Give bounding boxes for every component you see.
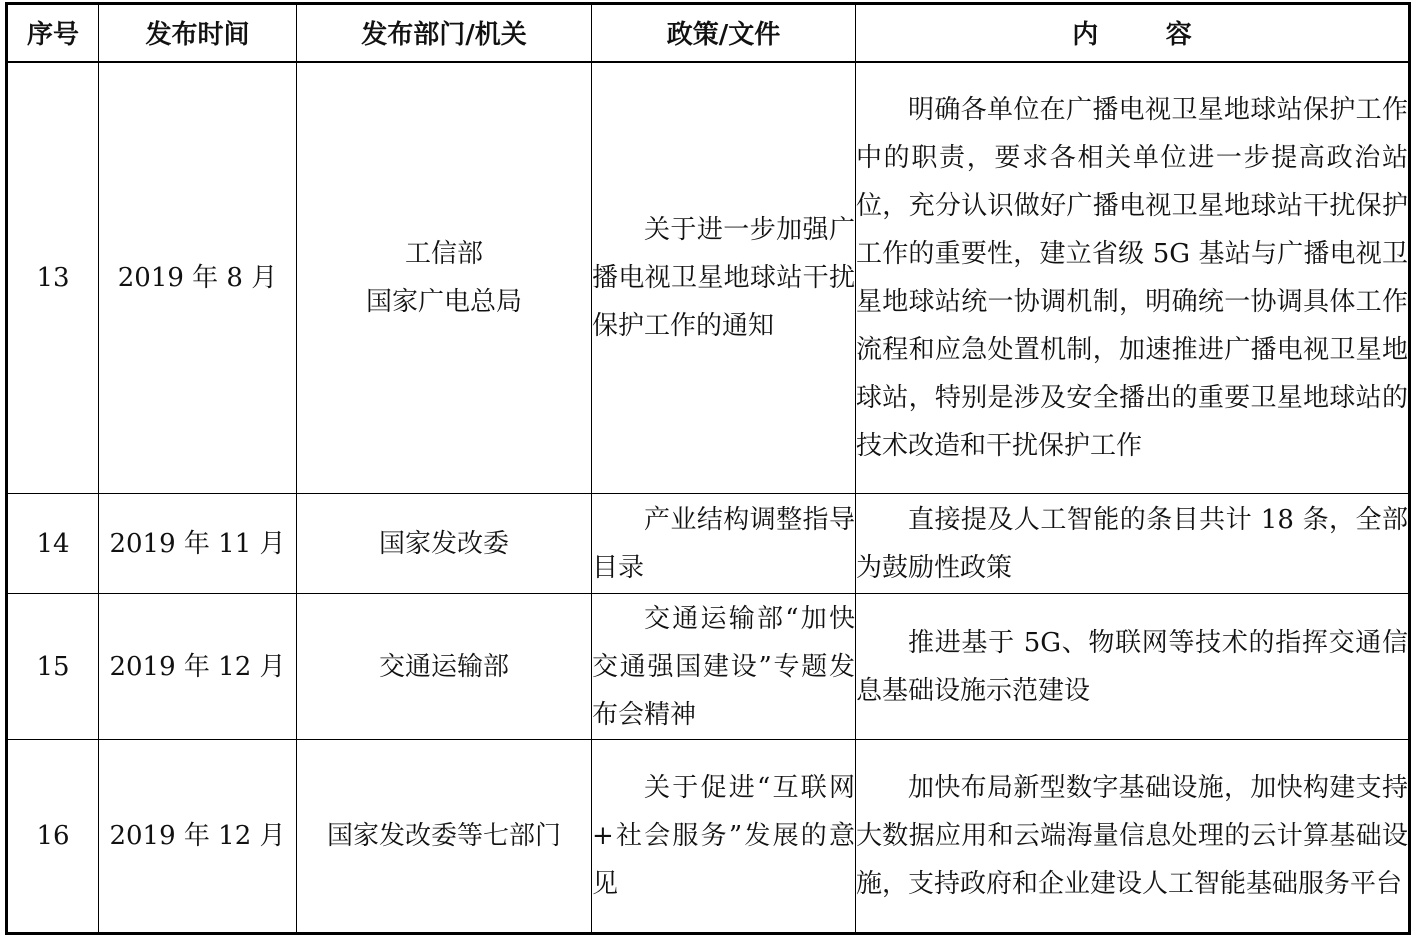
- header-number: 序号: [7, 4, 99, 62]
- row-department: [297, 62, 592, 494]
- row-content: 加快布局新型数字基础设施，加快构建支持大数据应用和云端海量信息处理的云计算基础设施，支持政府和企业建设人工智能基础服务平台: [856, 740, 1410, 934]
- row-date: 2019 年 11 月: [99, 494, 297, 594]
- row-policy: 关于进一步加强广播电视卫星地球站干扰保护工作的通知: [592, 62, 856, 494]
- header-content-label: 内容: [1072, 20, 1260, 51]
- department-name: 国家广电总局: [365, 286, 522, 317]
- row-number: 16: [7, 740, 99, 934]
- row-content: 明确各单位在广播电视卫星地球站保护工作中的职责，要求各相关单位进一步提高政治站位，充分认识做好广播电视卫星地球站干扰保护工作的重要性，建立省级 5G 基站与广播电视卫星地球站统一协调机制，明确统一协调具体工作流程和应急处置机制，加速推进广播电视卫星地球站，特别是涉及安全播出的重要卫星地球站的技术改造和干扰保护工作: [856, 62, 1410, 494]
- row-number: 13: [7, 62, 99, 494]
- row-department: [297, 740, 592, 934]
- row-number: 15: [7, 594, 99, 740]
- table-row: [7, 594, 1410, 740]
- header-content: [856, 4, 1410, 62]
- table-row: [7, 62, 1410, 494]
- header-policy: 政策/文件: [592, 4, 856, 62]
- row-policy: 产业结构调整指导目录: [592, 494, 856, 594]
- department-name: 国家发改委等七部门: [326, 821, 561, 851]
- row-policy: 交通运输部“加快交通强国建设”专题发布会精神: [592, 594, 856, 740]
- row-department: [297, 494, 592, 594]
- department-name: 工信部: [404, 238, 483, 269]
- row-date: 2019 年 12 月: [99, 594, 297, 740]
- department-name: 交通运输部: [378, 651, 509, 682]
- row-content: 直接提及人工智能的条目共计 18 条，全部为鼓励性政策: [856, 494, 1410, 594]
- header-publish-date: 发布时间: [99, 4, 297, 62]
- policy-table: [5, 2, 1411, 935]
- row-content: 推进基于 5G、物联网等技术的指挥交通信息基础设施示范建设: [856, 594, 1410, 740]
- department-name: 国家发改委: [378, 528, 509, 559]
- row-date: 2019 年 8 月: [99, 62, 297, 494]
- row-number: 14: [7, 494, 99, 594]
- table-row: [7, 494, 1410, 594]
- row-policy: 关于促进“互联网+社会服务”发展的意见: [592, 740, 856, 934]
- table-header-row: [7, 4, 1410, 62]
- header-department: 发布部门/机关: [297, 4, 592, 62]
- row-date: 2019 年 12 月: [99, 740, 297, 934]
- row-department: [297, 594, 592, 740]
- table-row: [7, 740, 1410, 934]
